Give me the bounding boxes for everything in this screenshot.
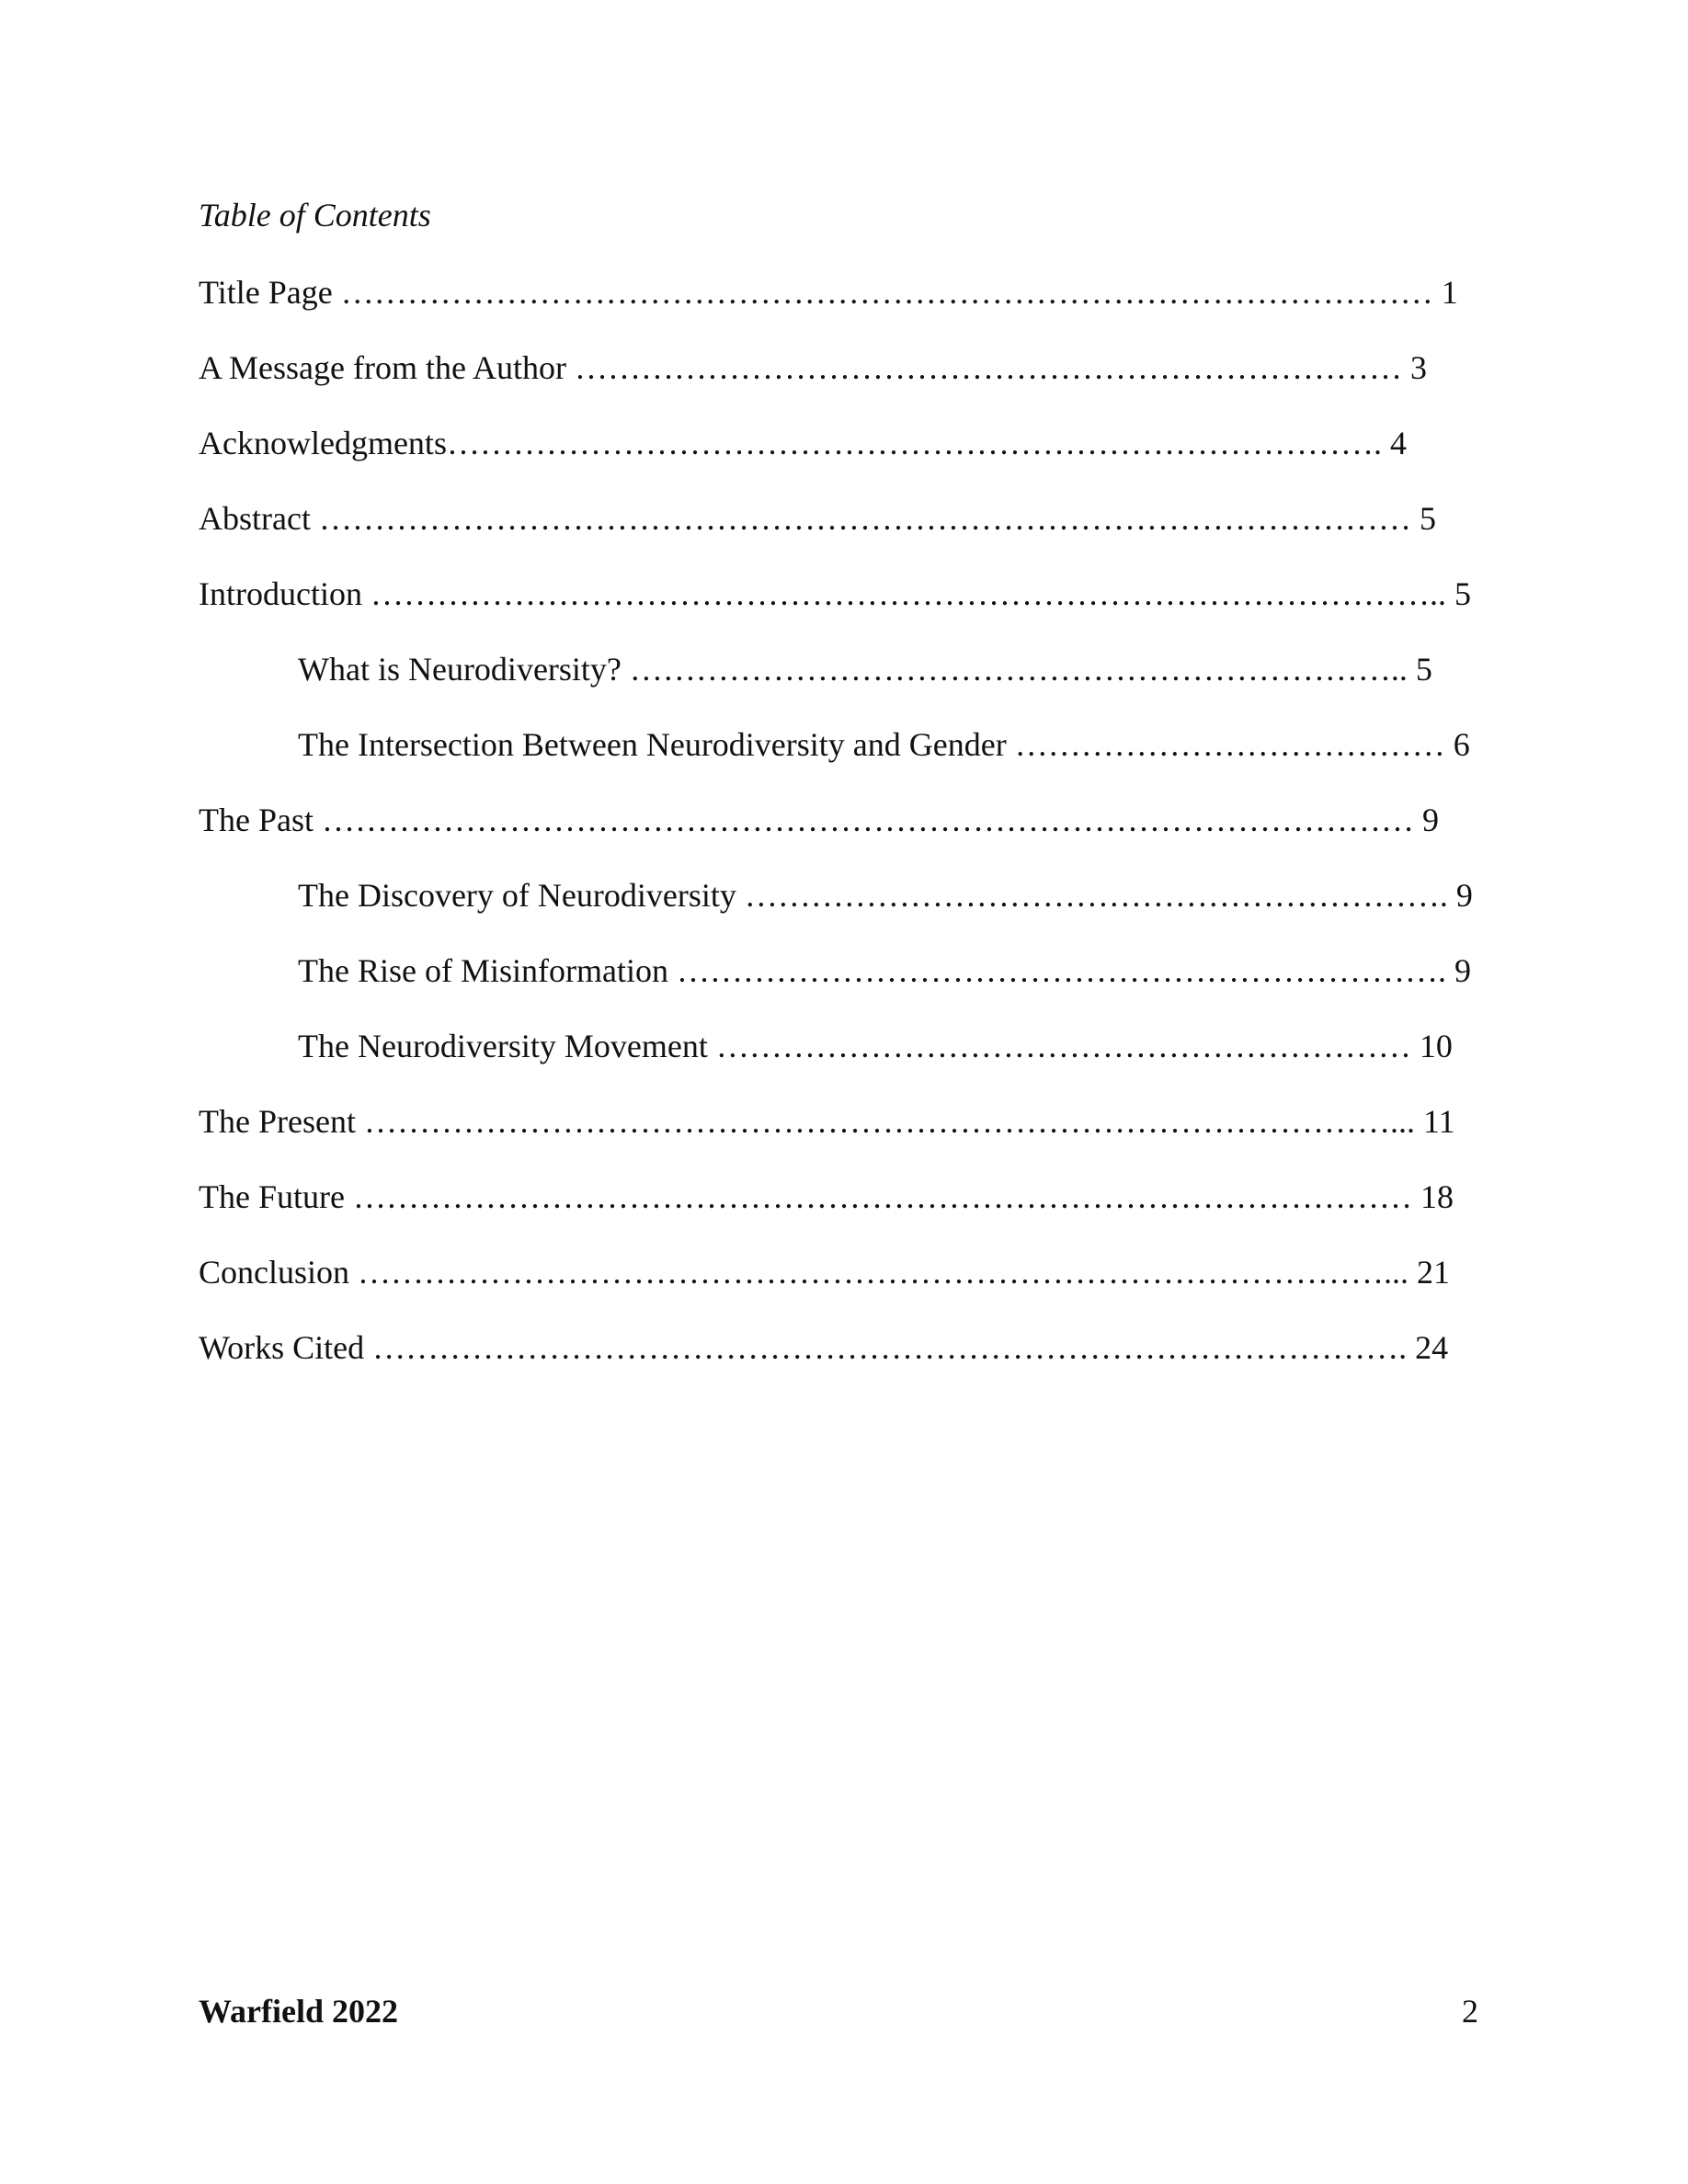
toc-entry: [199, 347, 1427, 388]
toc-entry-leader: ……………………………………………………….: [736, 877, 1448, 914]
toc-entry-page: 9: [1455, 877, 1473, 914]
toc-entry-title: The Intersection Between Neurodiversity and Gender: [298, 726, 1007, 763]
toc-entry-leader: ……………………………………………………………………………………..: [361, 575, 1446, 612]
footer-author-year: Warfield 2022: [199, 1993, 398, 2030]
toc-entry-title: A Message from the Author: [199, 349, 566, 386]
toc-subentry: [298, 1026, 1453, 1066]
toc-entry-title: Conclusion: [199, 1254, 350, 1291]
toc-entry-leader: ………………………………………………………………………………….: [364, 1329, 1408, 1366]
toc-entry-title: Acknowledgments: [199, 425, 447, 461]
toc-entry: [199, 800, 1439, 840]
toc-entry-page: 24: [1415, 1329, 1449, 1366]
toc-entry-page: 6: [1453, 726, 1470, 763]
toc-entry-title: Introduction: [199, 575, 362, 612]
toc-entry-leader: ……………………………………………………………………………………: [344, 1178, 1412, 1215]
toc-entry-title: The Present: [199, 1103, 356, 1140]
toc-entry-leader: …………………………………………………………….: [667, 952, 1446, 989]
toc-entry-title: Title Page: [199, 274, 333, 311]
toc-entry-page: 18: [1420, 1178, 1454, 1215]
toc-entry-title: The Rise of Misinformation: [298, 952, 668, 989]
toc-entry-leader: ………………………………………………………………………………………: [310, 500, 1411, 537]
toc-subentry: [298, 649, 1432, 689]
toc-entry: [199, 1252, 1450, 1292]
toc-entry: [199, 1177, 1454, 1217]
toc-entry: [199, 1101, 1455, 1142]
toc-entry-page: 9: [1421, 802, 1439, 838]
toc-entry-title: Works Cited: [199, 1329, 365, 1366]
toc-entry-page: 5: [1415, 651, 1432, 688]
toc-entry-page: 21: [1417, 1254, 1451, 1291]
toc-entry-page: 10: [1419, 1028, 1453, 1064]
toc-entry-title: The Past: [199, 802, 314, 838]
toc-entry-page: 1: [1441, 274, 1458, 311]
toc-entry-leader: …………………………………………………………………………………...: [349, 1254, 1409, 1291]
toc-subentry: [298, 950, 1471, 991]
toc-entry-page: 5: [1454, 575, 1471, 612]
toc-entry: [199, 272, 1458, 313]
toc-entry-leader: …………………………………: [1006, 726, 1445, 763]
toc-entry-leader: ………………………………………………………………………………………: [332, 274, 1433, 311]
toc-entry-leader: ………………………………………………………: [707, 1028, 1411, 1064]
toc-entry-title: Abstract: [199, 500, 311, 537]
toc-entry-leader: ………………………………………………………………………………………: [313, 802, 1414, 838]
toc-entry-page: 5: [1419, 500, 1436, 537]
toc-entry: [199, 1327, 1448, 1368]
toc-subentry: [298, 724, 1470, 765]
toc-entry-page: 3: [1409, 349, 1427, 386]
toc-entry: [199, 423, 1407, 463]
toc-entry-page: 9: [1454, 952, 1471, 989]
toc-entry: [199, 574, 1471, 614]
toc-subentry: [298, 875, 1473, 916]
toc-entry-leader: …………………………………………………………………: [565, 349, 1402, 386]
toc-entry-leader: …………………………………………………………………………………...: [355, 1103, 1415, 1140]
toc-entry-title: The Discovery of Neurodiversity: [298, 877, 736, 914]
toc-entry-leader: ……………………………………………………………..: [621, 651, 1408, 688]
toc-entry-title: The Future: [199, 1178, 345, 1215]
toc-entry-leader: ………………………………………………………………………….: [446, 425, 1382, 461]
footer-page-number: 2: [1462, 1993, 1478, 2030]
toc-heading: Table of Contents: [199, 197, 431, 233]
toc-entry-page: 4: [1389, 425, 1407, 461]
toc-entry: [199, 498, 1436, 539]
toc-entry-title: What is Neurodiversity?: [298, 651, 622, 688]
toc-entry-page: 11: [1422, 1103, 1455, 1140]
toc-entry-title: The Neurodiversity Movement: [298, 1028, 708, 1064]
